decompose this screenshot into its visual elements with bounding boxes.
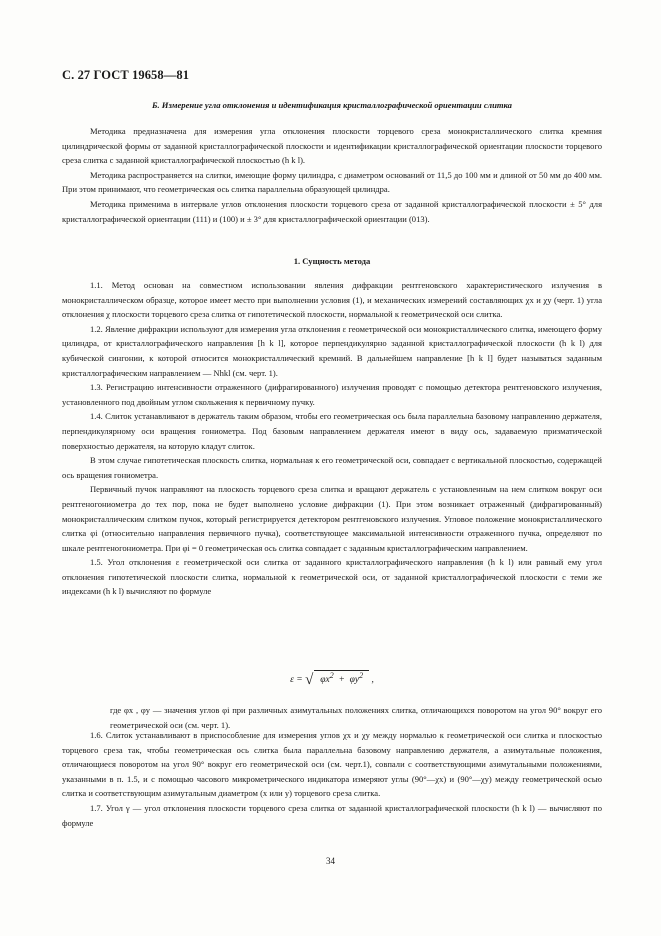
where-definition: где φx , φy — значения углов φi при различных азимутальных положениях слитка, отличающихся поворотом на угол 90° вокруг его геометрической оси (см. черт. 1). xyxy=(110,705,602,730)
clause-1-6: 1.6. Слиток устанавливают в приспособление для измерения углов χx и χy между нормалью к геометрической оси слитка и плоскостью торцевого среза так, чтобы геометрическая ось слитка была параллельна базовому направлению держателя, а азимутальные положения, отличающиеся поворотом на угол 90° вокруг его геометрической оси (см. черт.1), совпали с соответствующими азимутальными положениями, указанными в п. 1.5, и с помощью часового микрометрического индикатора измеряют углы (90°—χx) и (90°—χy) между геометрической осью слитка и соответствующим азимутальным диаметром (x или y) торцевого среза слитка. xyxy=(62,730,602,799)
clause-1-1: 1.1. Метод основан на совместном использовании явления дифракции рентгеновского характеристического излучения в монокристаллическом образце, которое имеет место при выполнении условия (1), и механических измерений составляющих χx и χy (черт. 1) угла отклонения χ плоскости торцевого среза слитка от гипотетической плоскости, нормальной к геометрической оси слитка. xyxy=(62,280,602,320)
formula-exp: 2 xyxy=(329,671,334,680)
intro-paragraph: Методика предназначена для измерения угла отклонения плоскости торцевого среза монокристаллического слитка кремния цилиндрической формы от заданной кристаллографической плоскости и идентификации кристаллографической ориентации плоскости торцевого среза слитка с заданной кристаллографической плоскостью (h k l). xyxy=(62,126,602,166)
formula-epsilon xyxy=(62,670,602,689)
intro-block xyxy=(62,124,602,226)
intro-paragraph: Методика распространяется на слитки, имеющие форму цилиндра, с диаметром оснований от 11,5 до 100 мм и длиной от 50 мм до 400 мм. При этом принимают, что геометрическая ось слитка параллельна образующей цилиндра. xyxy=(62,169,602,195)
formula-tail: , xyxy=(371,675,374,686)
clause-1-4-beam: Первичный пучок направляют на плоскость торцевого среза слитка и вращают держатель с установленным на нем слитком вокруг оси рентгеногониометра до тех пор, пока не будет выполнено условие дифракции (1). При этом возникает отраженный (дифрагированный) монокристаллическим слитком пучок, который регистрируется детектором рентгеновского излучения. Угловое положение монокристаллического слитка φi (относительно направления первичного пучка), соответствующее максимальной интенсивности отраженного пучка, определяют по шкале рентгеногониометра. При φi = 0 геометрическая ось слитка совпадает с заданным кристаллографическим направлением. xyxy=(62,484,602,553)
body-top-block xyxy=(62,278,602,599)
clause-1-5: 1.5. Угол отклонения ε геометрической оси слитка от заданного кристаллографического направления (h k l) или равный ему угол отклонения гипотетической плоскости слитка, нормальной к геометрической оси, от заданной кристаллографической плоскости с теми же индексами (h k l) вычисляют по формуле xyxy=(62,557,602,597)
clause-1-4: 1.4. Слиток устанавливают в держатель таким образом, чтобы его геометрическая ось была параллельна базовому направлению держателя, перпендикулярному оси вращения гониометра. Под базовым направлением держателя имеют в виду ось, задаваемую призматической поверхностью держателя, на которую кладут слиток. xyxy=(62,411,602,451)
body-bottom-block xyxy=(62,728,602,830)
clause-1-4-cont: В этом случае гипотетическая плоскость слитка, нормальная к его геометрической оси, совпадает с вертикальной плоскостью, содержащей ось вращения гониометра. xyxy=(62,455,602,480)
page-number: 34 xyxy=(326,856,335,866)
clause-1-3: 1.3. Регистрацию интенсивности отраженного (дифрагированного) излучения проводят с помощью детектора рентгеновского излучения, установленного под двойным углом скольжения к первичному пучку. xyxy=(62,382,602,407)
formula-term-y: φy xyxy=(349,675,360,686)
intro-paragraph: Методика применима в интервале углов отклонения плоскости торцевого среза от заданной кристаллографической плоскости ± 5° для кристаллографической ориентации (111) и (100) и ± 3° для кристаллографической ориентации (013). xyxy=(62,198,602,224)
formula-radicand xyxy=(314,670,369,685)
formula-lhs: ε = xyxy=(290,675,303,686)
clause-1-2: 1.2. Явление дифракции используют для измерения угла отклонения ε геометрической оси монокристаллического слитка, имеющего форму цилиндра, от кристаллографического направления [h k l], которое перпендикулярно заданной кристаллографической плоскости (h k l) для кубической сингонии, к которой относится монокристаллический кремний. В дальнейшем направление [h k l] будет называться заданным кристаллографическим направлением — Nhkl (см. черт. 1). xyxy=(62,323,602,378)
formula-term-x: φx xyxy=(320,675,330,686)
page-header: С. 27 ГОСТ 19658—81 xyxy=(62,68,190,82)
section-title: Б. Измерение угла отклонения и идентификация кристаллографической ориентации слитка xyxy=(152,100,512,110)
formula-plus: + xyxy=(338,675,345,686)
formula-exp: 2 xyxy=(359,671,364,680)
sqrt-symbol: √ xyxy=(305,672,314,689)
clause-1-7: 1.7. Угол γ — угол отклонения плоскости торцевого среза слитка от заданной кристаллографической плоскости (h k l) — вычисляют по формуле xyxy=(62,802,602,828)
subsection-title: 1. Сущность метода xyxy=(293,256,371,266)
